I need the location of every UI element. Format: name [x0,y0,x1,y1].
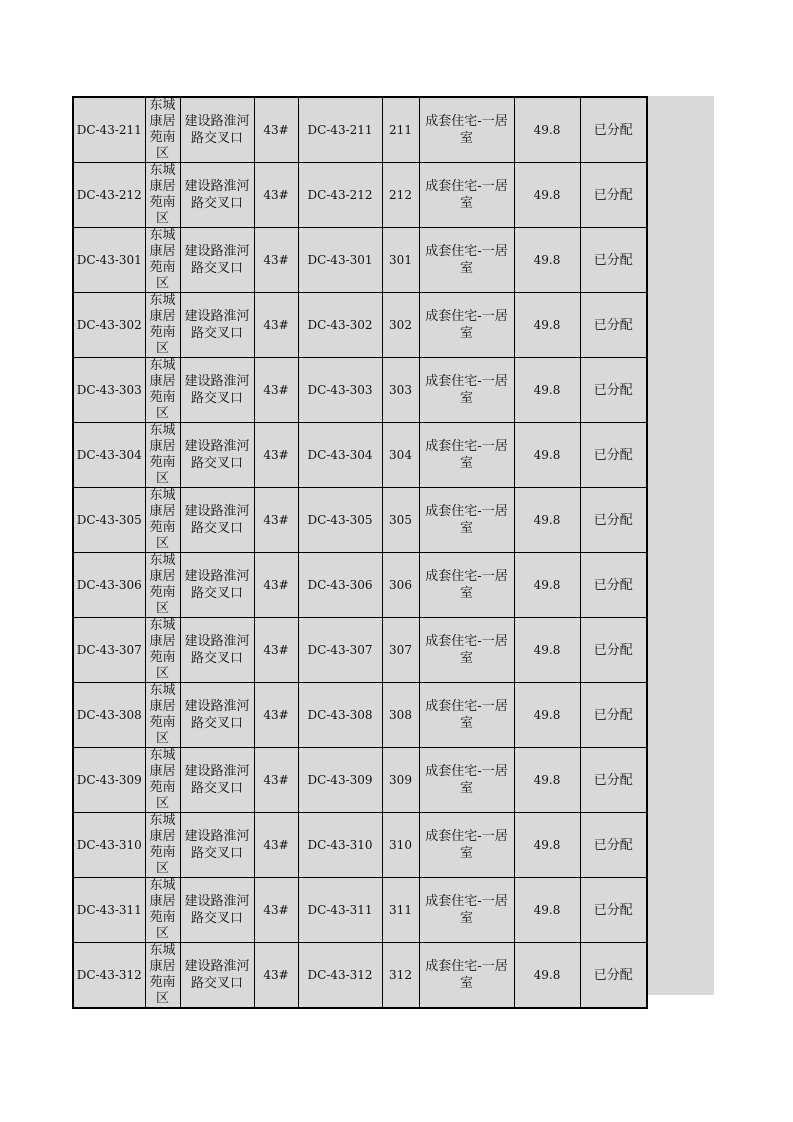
table-row [73,618,647,683]
row-location-cell [180,748,254,813]
row-code: DC-43-212 [76,188,142,202]
row-building: 43# [263,708,289,722]
row-type: 成套住宅-一居室 [425,244,508,276]
row-house-code-cell [298,488,382,553]
row-code: DC-43-309 [76,773,142,787]
row-type-cell [419,683,514,748]
row-building-cell [254,683,298,748]
row-type: 成套住宅-一居室 [425,764,508,796]
table-row [73,553,647,618]
row-house-code: DC-43-305 [307,513,373,527]
row-code-cell [73,358,145,423]
row-house-code: DC-43-212 [307,188,373,202]
table-row [73,358,647,423]
table-row [73,748,647,813]
row-room: 309 [389,773,412,787]
row-code: DC-43-302 [76,318,142,332]
row-code-cell [73,488,145,553]
row-room-cell [382,618,419,683]
table-row [73,813,647,878]
row-type-cell [419,553,514,618]
row-building-cell [254,228,298,293]
table-body [73,97,647,1008]
row-location-cell [180,293,254,358]
row-type: 成套住宅-一居室 [425,439,508,471]
row-status-cell [580,293,647,358]
row-type: 成套住宅-一居室 [425,179,508,211]
row-area: 东城康居苑南区 [149,943,176,1006]
row-code: DC-43-307 [76,643,142,657]
row-house-code-cell [298,943,382,1009]
row-area: 东城康居苑南区 [149,553,176,616]
row-building: 43# [263,318,289,332]
row-size-cell [514,228,580,293]
row-type: 成套住宅-一居室 [425,634,508,666]
row-area: 东城康居苑南区 [149,358,176,421]
row-area-cell [145,618,180,683]
row-type-cell [419,618,514,683]
row-type-cell [419,293,514,358]
row-type-cell [419,228,514,293]
row-building-cell [254,423,298,488]
row-house-code-cell [298,293,382,358]
row-room: 306 [389,578,412,592]
row-building: 43# [263,838,289,852]
row-area-cell [145,683,180,748]
row-house-code-cell [298,813,382,878]
row-type-cell [419,943,514,1009]
row-room: 307 [389,643,412,657]
row-type-cell [419,358,514,423]
row-building-cell [254,813,298,878]
row-room-cell [382,163,419,228]
row-code-cell [73,553,145,618]
row-location: 建设路淮河路交叉口 [184,569,250,601]
row-code-cell [73,943,145,1009]
row-building: 43# [263,123,289,137]
table-row [73,488,647,553]
row-code-cell [73,748,145,813]
row-type-cell [419,423,514,488]
row-room-cell [382,553,419,618]
row-status-cell [580,618,647,683]
row-size: 49.8 [533,773,561,787]
row-area-cell [145,488,180,553]
row-location-cell [180,683,254,748]
row-building-cell [254,943,298,1009]
row-area-cell [145,423,180,488]
row-status-cell [580,683,647,748]
row-area: 东城康居苑南区 [149,683,176,746]
row-building-cell [254,553,298,618]
row-room-cell [382,683,419,748]
row-code-cell [73,97,145,163]
row-area-cell [145,878,180,943]
row-house-code-cell [298,618,382,683]
row-house-code: DC-43-310 [307,838,373,852]
row-status-cell [580,97,647,163]
row-type-cell [419,488,514,553]
row-area-cell [145,748,180,813]
row-area: 东城康居苑南区 [149,813,176,876]
row-house-code: DC-43-303 [307,383,373,397]
row-location: 建设路淮河路交叉口 [184,634,250,666]
row-area-cell [145,97,180,163]
row-type: 成套住宅-一居室 [425,114,508,146]
row-size-cell [514,618,580,683]
row-area: 东城康居苑南区 [149,228,176,291]
row-status: 已分配 [593,577,633,593]
row-room: 302 [389,318,412,332]
row-room: 310 [389,838,412,852]
row-size: 49.8 [533,123,561,137]
row-room-cell [382,423,419,488]
row-location-cell [180,423,254,488]
row-house-code-cell [298,553,382,618]
row-room-cell [382,813,419,878]
row-size-cell [514,97,580,163]
row-location-cell [180,488,254,553]
row-code: DC-43-303 [76,383,142,397]
row-code: DC-43-301 [76,253,142,267]
row-size: 49.8 [533,253,561,267]
row-location: 建设路淮河路交叉口 [184,179,250,211]
table-row [73,683,647,748]
row-building-cell [254,358,298,423]
row-code: DC-43-211 [76,123,142,137]
row-status-cell [580,813,647,878]
row-area: 东城康居苑南区 [149,488,176,551]
row-house-code-cell [298,878,382,943]
row-type: 成套住宅-一居室 [425,699,508,731]
row-code: DC-43-306 [76,578,142,592]
row-code-cell [73,423,145,488]
row-house-code: DC-43-312 [307,968,373,982]
row-type: 成套住宅-一居室 [425,894,508,926]
row-building-cell [254,488,298,553]
row-status-cell [580,423,647,488]
row-location: 建设路淮河路交叉口 [184,374,250,406]
row-room-cell [382,97,419,163]
row-type-cell [419,163,514,228]
row-size: 49.8 [533,448,561,462]
row-area: 东城康居苑南区 [149,618,176,681]
row-status: 已分配 [593,902,633,918]
row-code: DC-43-310 [76,838,142,852]
row-location: 建设路淮河路交叉口 [184,959,250,991]
row-size-cell [514,488,580,553]
row-size-cell [514,553,580,618]
row-size-cell [514,423,580,488]
row-area-cell [145,813,180,878]
row-area: 东城康居苑南区 [149,163,176,226]
row-location-cell [180,553,254,618]
row-code-cell [73,618,145,683]
row-location: 建设路淮河路交叉口 [184,894,250,926]
row-status: 已分配 [593,837,633,853]
row-status-cell [580,358,647,423]
row-room-cell [382,488,419,553]
row-house-code: DC-43-306 [307,578,373,592]
row-code-cell [73,228,145,293]
row-type: 成套住宅-一居室 [425,959,508,991]
row-status-cell [580,228,647,293]
row-code-cell [73,878,145,943]
row-room-cell [382,748,419,813]
row-room-cell [382,228,419,293]
row-type: 成套住宅-一居室 [425,309,508,341]
row-location-cell [180,358,254,423]
row-status: 已分配 [593,382,633,398]
row-room: 212 [389,188,412,202]
row-area-cell [145,943,180,1009]
row-code: DC-43-304 [76,448,142,462]
row-code-cell [73,683,145,748]
row-size: 49.8 [533,838,561,852]
row-status: 已分配 [593,707,633,723]
row-size-cell [514,163,580,228]
row-location: 建设路淮河路交叉口 [184,309,250,341]
row-room-cell [382,943,419,1009]
row-location-cell [180,618,254,683]
row-status: 已分配 [593,772,633,788]
row-room: 308 [389,708,412,722]
row-room-cell [382,293,419,358]
row-area: 东城康居苑南区 [149,98,176,161]
row-type-cell [419,748,514,813]
row-code: DC-43-311 [76,903,142,917]
row-building-cell [254,618,298,683]
row-type-cell [419,878,514,943]
row-house-code: DC-43-311 [307,903,373,917]
row-size-cell [514,683,580,748]
row-status: 已分配 [593,187,633,203]
row-size-cell [514,358,580,423]
row-house-code-cell [298,228,382,293]
row-size-cell [514,878,580,943]
row-size-cell [514,748,580,813]
row-size-cell [514,943,580,1009]
row-house-code-cell [298,423,382,488]
row-room: 301 [389,253,412,267]
row-size: 49.8 [533,903,561,917]
row-type: 成套住宅-一居室 [425,374,508,406]
row-house-code: DC-43-304 [307,448,373,462]
row-size-cell [514,813,580,878]
row-room: 311 [389,903,412,917]
row-code: DC-43-308 [76,708,142,722]
row-area: 东城康居苑南区 [149,878,176,941]
table-row [73,97,647,163]
row-area-cell [145,358,180,423]
row-area-cell [145,553,180,618]
row-area-cell [145,228,180,293]
row-type-cell [419,813,514,878]
row-building: 43# [263,578,289,592]
row-location: 建设路淮河路交叉口 [184,114,250,146]
row-code-cell [73,293,145,358]
table-row [73,943,647,1009]
row-building: 43# [263,253,289,267]
row-house-code-cell [298,97,382,163]
row-type-cell [419,97,514,163]
table-row [73,293,647,358]
row-size: 49.8 [533,708,561,722]
row-location-cell [180,943,254,1009]
row-type: 成套住宅-一居室 [425,569,508,601]
row-size: 49.8 [533,968,561,982]
row-status-cell [580,943,647,1009]
row-house-code-cell [298,358,382,423]
row-building: 43# [263,903,289,917]
row-room: 304 [389,448,412,462]
row-size: 49.8 [533,188,561,202]
row-location: 建设路淮河路交叉口 [184,699,250,731]
row-house-code-cell [298,683,382,748]
row-house-code-cell [298,748,382,813]
row-location: 建设路淮河路交叉口 [184,764,250,796]
row-location-cell [180,97,254,163]
row-building: 43# [263,643,289,657]
row-type: 成套住宅-一居室 [425,829,508,861]
row-location-cell [180,813,254,878]
row-code-cell [73,813,145,878]
row-status-cell [580,878,647,943]
row-location: 建设路淮河路交叉口 [184,829,250,861]
row-location: 建设路淮河路交叉口 [184,504,250,536]
table-row [73,423,647,488]
row-building-cell [254,163,298,228]
row-house-code: DC-43-211 [307,123,373,137]
row-size-cell [514,293,580,358]
row-status: 已分配 [593,642,633,658]
row-building: 43# [263,773,289,787]
table-row [73,878,647,943]
row-building: 43# [263,383,289,397]
row-status-cell [580,488,647,553]
row-building-cell [254,878,298,943]
row-room: 312 [389,968,412,982]
row-house-code: DC-43-301 [307,253,373,267]
row-size: 49.8 [533,513,561,527]
row-area: 东城康居苑南区 [149,423,176,486]
row-size: 49.8 [533,383,561,397]
row-status-cell [580,553,647,618]
row-status: 已分配 [593,967,633,983]
row-location: 建设路淮河路交叉口 [184,244,250,276]
row-status: 已分配 [593,447,633,463]
row-house-code: DC-43-308 [307,708,373,722]
row-house-code: DC-43-302 [307,318,373,332]
row-code: DC-43-312 [76,968,142,982]
row-area: 东城康居苑南区 [149,748,176,811]
row-house-code: DC-43-307 [307,643,373,657]
row-room-cell [382,358,419,423]
row-location: 建设路淮河路交叉口 [184,439,250,471]
row-status: 已分配 [593,122,633,138]
row-size: 49.8 [533,643,561,657]
row-building: 43# [263,188,289,202]
row-house-code: DC-43-309 [307,773,373,787]
row-code: DC-43-305 [76,513,142,527]
row-area: 东城康居苑南区 [149,293,176,356]
row-code-cell [73,163,145,228]
row-status-cell [580,748,647,813]
row-location-cell [180,878,254,943]
row-area-cell [145,293,180,358]
row-building: 43# [263,513,289,527]
row-room: 305 [389,513,412,527]
row-type: 成套住宅-一居室 [425,504,508,536]
row-room: 211 [389,123,412,137]
row-size: 49.8 [533,578,561,592]
row-status-cell [580,163,647,228]
table-row [73,228,647,293]
row-status: 已分配 [593,512,633,528]
row-house-code-cell [298,163,382,228]
row-status: 已分配 [593,317,633,333]
row-location-cell [180,163,254,228]
row-building-cell [254,748,298,813]
table-row [73,163,647,228]
row-size: 49.8 [533,318,561,332]
row-building-cell [254,293,298,358]
housing-table [72,96,648,1009]
row-status: 已分配 [593,252,633,268]
row-room-cell [382,878,419,943]
row-location-cell [180,228,254,293]
row-area-cell [145,163,180,228]
row-building-cell [254,97,298,163]
row-room: 303 [389,383,412,397]
row-building: 43# [263,968,289,982]
row-building: 43# [263,448,289,462]
